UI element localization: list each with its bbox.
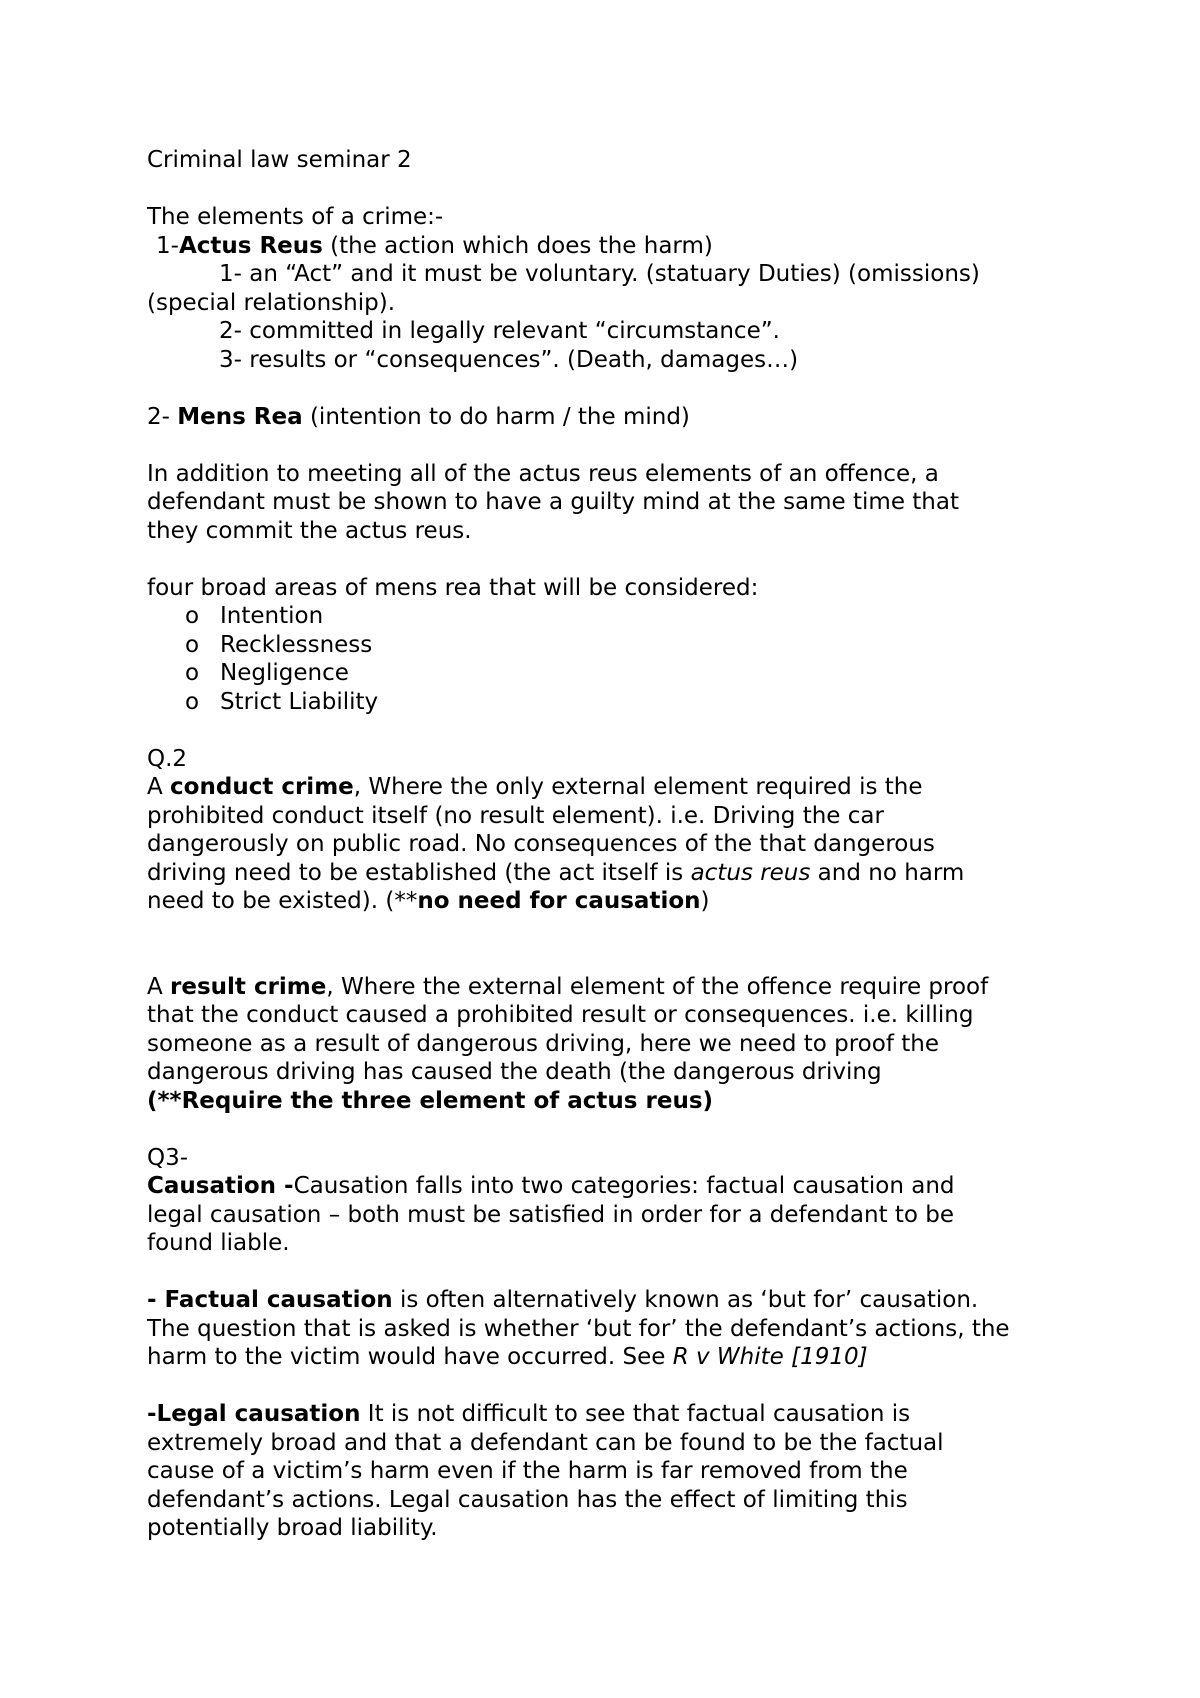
causation-line-1 [147, 1172, 1077, 1201]
list-item-text: Strict Liability [220, 688, 379, 715]
list-item [147, 602, 1077, 631]
factual-causation-line-2: The question that is asked is whether ‘but for’ the defendant’s actions, the [147, 1315, 1010, 1342]
conduct-crime-line-4 [147, 859, 1077, 888]
causation-text: Causation falls into two categories: factual causation and [293, 1173, 955, 1199]
mens-rea-term: Mens Rea [177, 403, 303, 430]
legal-causation-line-3: cause of a victim’s harm even if the harm is far removed from the [147, 1458, 908, 1484]
legal-causation-line-1 [147, 1400, 1077, 1429]
q3-heading: Q3- [147, 1144, 189, 1171]
factual-text: harm to the victim would have occurred. See [147, 1344, 673, 1370]
q2-heading: Q.2 [147, 745, 188, 772]
conduct-text: need to be existed). (** [147, 888, 418, 914]
actus-reus-term: Actus Reus [178, 232, 323, 259]
conduct-prefix: A [147, 774, 171, 800]
areas-intro: four broad areas of mens rea that will be considered: [147, 574, 759, 601]
actus-reus-item-1: 1- an “Act” and it must be voluntary. (statuary Duties) (omissions) [219, 261, 980, 287]
factual-causation-term: - Factual causation [147, 1287, 393, 1313]
result-crime-line-5 [147, 1087, 1077, 1116]
result-crime-line-2: that the conduct caused a prohibited result or consequences. i.e. killing [147, 1002, 974, 1028]
conduct-crime-term: conduct crime [170, 774, 354, 800]
legal-causation-term: -Legal causation [147, 1401, 361, 1427]
factual-text: is often alternatively known as ‘but for’ causation. [392, 1287, 979, 1313]
mens-rea-areas-list [147, 602, 1077, 716]
causation-term: Causation - [147, 1173, 294, 1199]
legal-causation-line-5: potentially broad liability. [147, 1515, 438, 1541]
actus-reus-item-2: 2- committed in legally relevant “circumstance”. [219, 318, 780, 344]
list-item-text: Intention [220, 603, 324, 629]
list-item [147, 659, 1077, 688]
causation-line-2: legal causation – both must be satisfied in order for a defendant to be [147, 1201, 955, 1228]
actus-reus-line [147, 232, 1077, 261]
result-crime-line-4: dangerous driving has caused the death (the dangerous driving [147, 1059, 882, 1085]
actus-reus-italic: actus reus [690, 859, 811, 886]
addition-para-line-3: they commit the actus reus. [147, 517, 472, 544]
conduct-text: driving need to be established (the act itself is [147, 859, 691, 886]
legal-causation-line-4: defendant’s actions. Legal causation has the effect of limiting this [147, 1486, 908, 1513]
list-item-text: Recklessness [220, 631, 373, 658]
result-crime-term: result crime [170, 973, 327, 1000]
document-body [147, 146, 1077, 1543]
document-title: Criminal law seminar 2 [147, 147, 412, 173]
factual-causation-line-1 [147, 1286, 1077, 1315]
mens-rea-line [147, 403, 1077, 432]
actus-reus-item-1-cont: (special relationship). [147, 289, 396, 316]
mens-rea-number: 2- [147, 403, 178, 430]
actus-reus-item-3: 3- results or “consequences”. (Death, damages…) [219, 346, 799, 373]
case-citation: R v White [1910] [672, 1344, 868, 1370]
bullet-mark: o [185, 688, 200, 715]
result-text: , Where the external element of the offence require proof [326, 973, 989, 1000]
result-crime-line-1 [147, 973, 1077, 1002]
conduct-text: , Where the only external element required is the [353, 774, 923, 800]
result-prefix: A [147, 973, 171, 1000]
conduct-crime-line-3: dangerously on public road. No consequences of the that dangerous [147, 831, 935, 857]
elements-heading: The elements of a crime:- [147, 204, 444, 230]
actus-reus-number: 1- [156, 232, 179, 259]
bullet-mark: o [185, 603, 200, 629]
addition-para-line-2: defendant must be shown to have a guilty mind at the same time that [147, 489, 959, 515]
list-item [147, 688, 1077, 717]
legal-text: It is not difficult to see that factual causation is [360, 1401, 911, 1427]
legal-causation-line-2: extremely broad and that a defendant can be found to be the factual [147, 1429, 944, 1456]
actus-reus-desc: (the action which does the harm) [322, 232, 713, 259]
list-item-text: Negligence [220, 660, 349, 686]
no-causation-emphasis: no need for causation [417, 888, 701, 914]
list-item [147, 631, 1077, 660]
factual-causation-line-3 [147, 1343, 1077, 1372]
causation-line-3: found liable. [147, 1230, 290, 1256]
conduct-crime-line-1 [147, 773, 1077, 802]
addition-para-line-1: In addition to meeting all of the actus reus elements of an offence, a [147, 460, 939, 487]
conduct-crime-line-2: prohibited conduct itself (no result element). i.e. Driving the car [147, 802, 884, 829]
conduct-crime-line-5 [147, 887, 1077, 916]
conduct-text: and no harm [810, 859, 965, 886]
require-elements-emphasis: (**Require the three element of actus reus) [147, 1087, 714, 1114]
bullet-mark: o [185, 631, 200, 658]
bullet-mark: o [185, 660, 200, 686]
result-crime-line-3: someone as a result of dangerous driving, here we need to proof the [147, 1030, 939, 1057]
mens-rea-desc: (intention to do harm / the mind) [302, 403, 690, 430]
conduct-text: ) [700, 888, 710, 914]
